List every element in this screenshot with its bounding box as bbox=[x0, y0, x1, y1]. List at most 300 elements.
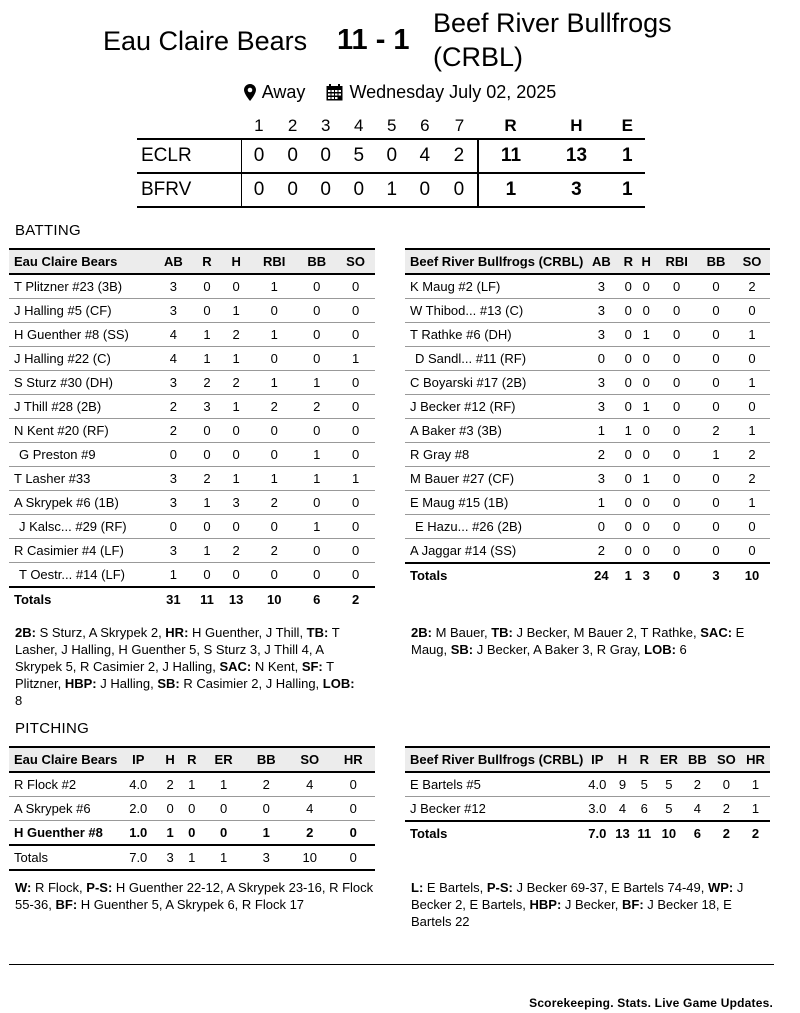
note-text: S Sturz, A Skrypek 2, bbox=[35, 625, 166, 640]
player-name: R Casimier #4 (LF) bbox=[9, 539, 154, 563]
player-row bbox=[405, 299, 770, 323]
stat-body bbox=[9, 274, 375, 611]
team-header: Beef River Bullfrogs (CRBL) bbox=[405, 747, 583, 772]
away-batting-table bbox=[405, 248, 770, 587]
stat-value: 0 bbox=[637, 419, 655, 443]
calendar-icon bbox=[326, 84, 343, 101]
note-key: HBP: bbox=[64, 676, 97, 691]
inning-header: 5 bbox=[387, 116, 397, 135]
rhe-r: 1 bbox=[478, 173, 544, 207]
column-header: BB bbox=[683, 747, 712, 772]
player-name: T Plitzner #23 (3B) bbox=[9, 274, 154, 299]
note-key: LOB: bbox=[322, 676, 355, 691]
totals-value: 10 bbox=[734, 563, 770, 587]
stat-value: 1 bbox=[181, 772, 203, 797]
stat-value: 0 bbox=[336, 515, 375, 539]
stat-value: 4 bbox=[154, 323, 193, 347]
note-key: SAC: bbox=[219, 659, 252, 674]
stat-value: 1 bbox=[297, 443, 336, 467]
totals-value: 11 bbox=[634, 821, 655, 845]
stat-value: 0 bbox=[244, 797, 287, 821]
column-header: IP bbox=[583, 747, 611, 772]
stat-value: 0 bbox=[154, 443, 193, 467]
stat-body bbox=[405, 772, 770, 845]
stat-value: 0 bbox=[336, 274, 375, 299]
player-name: T Rathke #6 (DH) bbox=[405, 323, 583, 347]
column-header: RBI bbox=[251, 249, 297, 274]
stat-value: 5 bbox=[655, 772, 683, 797]
stat-value: 0 bbox=[698, 491, 734, 515]
note-text: M Bauer, bbox=[431, 625, 492, 640]
inning-score: 1 bbox=[375, 173, 408, 207]
inning-header: 3 bbox=[320, 116, 331, 135]
stat-value: 0 bbox=[313, 567, 321, 582]
inning-score: 0 bbox=[408, 173, 441, 207]
totals-value: 0 bbox=[331, 845, 375, 870]
player-row bbox=[405, 347, 770, 371]
team-header: Eau Claire Bears bbox=[9, 249, 154, 274]
stat-value: 2 bbox=[251, 491, 297, 515]
player-name: K Maug #2 (LF) bbox=[405, 274, 583, 299]
stat-value: 0 bbox=[203, 567, 211, 582]
stat-value: 1 bbox=[262, 825, 270, 840]
note-key: WP: bbox=[707, 880, 734, 895]
stat-value: 1 bbox=[297, 467, 336, 491]
stat-value: 0 bbox=[193, 443, 221, 467]
totals-value: 10 bbox=[251, 587, 297, 611]
stat-header-row bbox=[405, 249, 770, 274]
date-label: Wednesday July 02, 2025 bbox=[349, 82, 557, 102]
home-batting-table bbox=[9, 248, 375, 611]
stat-value: 4 bbox=[154, 347, 193, 371]
stat-value: 1 bbox=[619, 419, 637, 443]
player-name: J Halling #5 (CF) bbox=[9, 299, 154, 323]
totals-value: 10 bbox=[655, 821, 683, 845]
home-pitching-table bbox=[9, 746, 375, 871]
note-text: H Guenther 22-12, A Skrypek 23-16, R Flock 55-36, bbox=[15, 880, 374, 912]
stat-value: 3 bbox=[583, 467, 619, 491]
totals-value: 0 bbox=[655, 563, 698, 587]
footer-divider bbox=[9, 964, 774, 965]
player-row bbox=[405, 797, 770, 822]
note-text: J Becker, bbox=[561, 897, 622, 912]
totals-value: 13 bbox=[611, 821, 633, 845]
stat-value: 2 bbox=[251, 395, 297, 419]
linescore-row bbox=[137, 173, 645, 207]
stat-value: 2 bbox=[734, 274, 770, 299]
column-header: HR bbox=[741, 747, 770, 772]
stat-value: 3 bbox=[154, 274, 193, 299]
player-row bbox=[9, 443, 375, 467]
stat-value: 0 bbox=[655, 347, 698, 371]
stat-value: 1 bbox=[637, 323, 655, 347]
location-info bbox=[244, 82, 306, 103]
inning-header: 4 bbox=[353, 116, 364, 135]
stat-value: 0 bbox=[637, 515, 655, 539]
stat-header bbox=[405, 747, 770, 772]
footer-tagline: Scorekeeping. Stats. Live Game Updates. bbox=[529, 996, 773, 1010]
stat-value: 1 bbox=[583, 419, 619, 443]
away-batting-notes bbox=[411, 624, 771, 658]
game-meta bbox=[0, 82, 800, 106]
stat-value: 0 bbox=[351, 567, 360, 582]
stat-value: 3 bbox=[583, 371, 619, 395]
stat-value: 3.0 bbox=[588, 801, 607, 816]
stat-value: 2 bbox=[722, 801, 730, 816]
stat-value: 0 bbox=[698, 395, 734, 419]
stat-value: 1 bbox=[169, 567, 178, 582]
column-header: H bbox=[611, 747, 633, 772]
map-pin-icon bbox=[244, 84, 256, 101]
stat-value: 0 bbox=[221, 419, 251, 443]
stat-value: 1 bbox=[734, 323, 770, 347]
stat-value: 2 bbox=[154, 395, 193, 419]
stat-value: 1 bbox=[637, 395, 655, 419]
stat-value: 1 bbox=[251, 323, 297, 347]
note-key: 2B: bbox=[15, 625, 36, 640]
player-row bbox=[405, 371, 770, 395]
note-text: J Becker, M Bauer 2, T Rathke, bbox=[512, 625, 701, 640]
totals-value: 2 bbox=[336, 587, 375, 611]
stat-value: 0 bbox=[336, 395, 375, 419]
stat-value: 0 bbox=[637, 274, 655, 299]
rhe-header: H bbox=[570, 116, 583, 135]
stat-value: 0 bbox=[642, 543, 650, 558]
note-text: J Halling, bbox=[96, 676, 158, 691]
stat-value: 2 bbox=[734, 467, 770, 491]
team-header: Eau Claire Bears bbox=[9, 747, 117, 772]
stat-value: 3 bbox=[583, 395, 619, 419]
location-label: Away bbox=[261, 82, 306, 102]
rhe-r: 11 bbox=[478, 139, 544, 173]
note-key: W: bbox=[15, 880, 32, 895]
stat-value: 0 bbox=[698, 274, 734, 299]
linescore-body bbox=[137, 139, 645, 207]
stat-value: 1 bbox=[698, 443, 734, 467]
player-row bbox=[9, 772, 375, 797]
away-pitching-table bbox=[405, 746, 770, 845]
totals-value: 1 bbox=[619, 563, 637, 587]
stat-value: 0 bbox=[297, 274, 336, 299]
inning-score: 0 bbox=[242, 173, 277, 207]
player-row bbox=[9, 419, 375, 443]
stat-value: 0 bbox=[251, 419, 297, 443]
totals-value: 2 bbox=[712, 821, 741, 845]
stat-value: 2 bbox=[734, 443, 770, 467]
totals-row bbox=[9, 845, 375, 870]
totals-value: 3 bbox=[159, 845, 181, 870]
player-name: J Thill #28 (2B) bbox=[9, 395, 154, 419]
stat-value: 0 bbox=[193, 515, 221, 539]
player-row bbox=[9, 491, 375, 515]
stat-header-row bbox=[9, 249, 375, 274]
stat-value: 0 bbox=[221, 443, 251, 467]
player-name: T Lasher #33 bbox=[9, 467, 154, 491]
note-text: R Flock, bbox=[31, 880, 87, 895]
date-info bbox=[326, 82, 556, 103]
stat-value: 0 bbox=[297, 419, 336, 443]
stat-value: 1 bbox=[203, 772, 245, 797]
player-row bbox=[9, 371, 375, 395]
note-key: TB: bbox=[306, 625, 329, 640]
note-key: 2B: bbox=[411, 625, 432, 640]
stat-value: 2 bbox=[221, 539, 251, 563]
linescore-team: BFRV bbox=[137, 173, 242, 207]
stat-value: 1.0 bbox=[129, 825, 148, 840]
rhe-header: R bbox=[504, 116, 517, 135]
stat-value: 0 bbox=[232, 567, 240, 582]
batting-section-title: BATTING bbox=[15, 222, 81, 239]
stat-value: 1 bbox=[734, 371, 770, 395]
stat-body bbox=[9, 772, 375, 870]
stat-value: 0 bbox=[673, 543, 681, 558]
stat-value: 1 bbox=[251, 274, 297, 299]
stat-value: 0 bbox=[297, 347, 336, 371]
stat-header bbox=[405, 249, 770, 274]
stat-value: 3 bbox=[154, 371, 193, 395]
stat-value: 0 bbox=[637, 299, 655, 323]
player-row bbox=[9, 395, 375, 419]
stat-value: 0 bbox=[698, 371, 734, 395]
player-name: W Thibod... #13 (C) bbox=[405, 299, 583, 323]
player-row bbox=[405, 419, 770, 443]
column-header: BB bbox=[698, 249, 734, 274]
player-name: S Sturz #30 (DH) bbox=[9, 371, 154, 395]
note-text: N Kent, bbox=[251, 659, 302, 674]
totals-value: 3 bbox=[637, 563, 655, 587]
rhe-h: 3 bbox=[543, 173, 609, 207]
stat-value: 2 bbox=[154, 419, 193, 443]
inning-header: 7 bbox=[454, 116, 465, 135]
inning-score: 0 bbox=[276, 173, 309, 207]
player-row bbox=[9, 323, 375, 347]
inning-score: 0 bbox=[342, 173, 375, 207]
totals-value: 3 bbox=[698, 563, 734, 587]
stat-value: 1 bbox=[193, 491, 221, 515]
note-key: SB: bbox=[157, 676, 180, 691]
note-key: L: bbox=[411, 880, 424, 895]
player-row bbox=[405, 443, 770, 467]
linescore-table bbox=[137, 114, 645, 208]
stat-value: 4 bbox=[618, 801, 627, 816]
note-text: 6 bbox=[675, 642, 687, 657]
column-header: BB bbox=[244, 747, 287, 772]
stat-value: 0 bbox=[655, 371, 698, 395]
rhe-e: 1 bbox=[609, 173, 645, 207]
stat-value: 1 bbox=[221, 467, 251, 491]
inning-header: 2 bbox=[287, 116, 298, 135]
inning-score: 0 bbox=[441, 173, 477, 207]
stat-value: 2 bbox=[306, 825, 314, 840]
stat-value: 6 bbox=[640, 801, 648, 816]
stat-value: 5 bbox=[634, 772, 655, 797]
stat-value: 1 bbox=[741, 772, 770, 797]
stat-value: 0 bbox=[698, 347, 734, 371]
totals-row bbox=[405, 563, 770, 587]
stat-value: 0 bbox=[203, 797, 245, 821]
player-name: J Becker #12 (RF) bbox=[405, 395, 583, 419]
stat-value: 0 bbox=[619, 443, 637, 467]
column-header: R bbox=[634, 747, 655, 772]
totals-value: 2 bbox=[741, 821, 770, 845]
stat-value: 2 bbox=[159, 772, 181, 797]
stat-value: 1 bbox=[221, 299, 251, 323]
column-header: BB bbox=[297, 249, 336, 274]
rhe-header: E bbox=[621, 116, 633, 135]
stat-value: 0 bbox=[193, 299, 221, 323]
inning-score: 0 bbox=[242, 139, 277, 173]
totals-value: 7.0 bbox=[117, 845, 159, 870]
stat-value: 2.0 bbox=[117, 797, 159, 821]
stat-value: 0 bbox=[188, 825, 196, 840]
stat-value: 0 bbox=[336, 443, 375, 467]
totals-value: 3 bbox=[244, 845, 287, 870]
stat-value: 1 bbox=[297, 371, 336, 395]
stat-value: 0 bbox=[619, 371, 637, 395]
stat-value: 0 bbox=[655, 274, 698, 299]
stat-value: 2 bbox=[193, 371, 221, 395]
stat-value: 1 bbox=[251, 467, 297, 491]
stat-value: 1 bbox=[734, 491, 770, 515]
column-header: IP bbox=[117, 747, 159, 772]
stat-value: 0 bbox=[619, 347, 637, 371]
stat-value: 0 bbox=[331, 797, 375, 821]
stat-value: 0 bbox=[637, 491, 655, 515]
stat-value: 0 bbox=[619, 299, 637, 323]
inning-header: 6 bbox=[420, 116, 430, 135]
away-pitching-notes bbox=[411, 879, 771, 930]
player-row bbox=[9, 274, 375, 299]
note-text: J Becker 18, E Bartels 22 bbox=[411, 897, 732, 929]
stat-value: 5 bbox=[665, 801, 673, 816]
stat-value: 0 bbox=[251, 515, 297, 539]
player-row bbox=[9, 347, 375, 371]
stat-value: 0 bbox=[154, 515, 193, 539]
totals-value: 7.0 bbox=[583, 821, 611, 845]
player-name: J Halling #22 (C) bbox=[9, 347, 154, 371]
column-header: HR bbox=[331, 747, 375, 772]
stat-value: 1 bbox=[297, 515, 336, 539]
stat-value: 0 bbox=[349, 825, 357, 840]
stat-value: 1 bbox=[193, 347, 221, 371]
note-text: J Becker 2, E Bartels, bbox=[411, 880, 744, 912]
stat-value: 0 bbox=[297, 299, 336, 323]
stat-value: 0 bbox=[655, 467, 698, 491]
rhe-e: 1 bbox=[609, 139, 645, 173]
note-text: J Becker, A Baker 3, R Gray, bbox=[473, 642, 645, 657]
totals-row bbox=[9, 587, 375, 611]
player-name: T Oestr... #14 (LF) bbox=[19, 567, 125, 582]
player-name: A Baker #3 (3B) bbox=[405, 419, 583, 443]
player-name: A Skrypek #6 (1B) bbox=[9, 491, 154, 515]
note-text: H Guenther, J Thill, bbox=[188, 625, 307, 640]
player-row bbox=[9, 821, 375, 846]
stat-value: 0 bbox=[748, 543, 756, 558]
player-row bbox=[405, 395, 770, 419]
stat-value: 3 bbox=[193, 395, 221, 419]
player-name: J Kalsc... #29 (RF) bbox=[9, 515, 154, 539]
stat-value: 0 bbox=[251, 443, 297, 467]
stat-value: 0 bbox=[619, 467, 637, 491]
final-score: 11 - 1 bbox=[337, 24, 410, 56]
totals-label: Totals bbox=[9, 587, 154, 611]
note-key: P-S: bbox=[486, 880, 513, 895]
stat-header bbox=[9, 747, 375, 772]
home-team-name: Eau Claire Bears bbox=[103, 26, 308, 56]
totals-label: Totals bbox=[9, 845, 117, 870]
linescore-team: ECLR bbox=[137, 139, 242, 173]
stat-value: 1 bbox=[193, 539, 221, 563]
player-row bbox=[9, 515, 375, 539]
note-text: H Guenther 5, A Skrypek 6, R Flock 17 bbox=[77, 897, 305, 912]
stat-value: 0 bbox=[619, 515, 637, 539]
note-key: SF: bbox=[301, 659, 323, 674]
player-row bbox=[405, 772, 770, 797]
stat-value: 1 bbox=[221, 395, 251, 419]
column-header: SO bbox=[712, 747, 741, 772]
team-header: Beef River Bullfrogs (CRBL) bbox=[405, 249, 583, 274]
player-name: M Bauer #27 (CF) bbox=[405, 467, 583, 491]
inning-score: 5 bbox=[342, 139, 375, 173]
note-key: SAC: bbox=[700, 625, 733, 640]
stat-value: 1 bbox=[751, 801, 760, 816]
player-name: A Jaggar #14 (SS) bbox=[410, 543, 517, 558]
player-row bbox=[405, 323, 770, 347]
stat-value: 0 bbox=[655, 323, 698, 347]
inning-score: 0 bbox=[375, 139, 408, 173]
player-row bbox=[405, 539, 770, 564]
stat-value: 1 bbox=[734, 419, 770, 443]
player-row bbox=[9, 467, 375, 491]
stat-value: 0 bbox=[712, 543, 720, 558]
stat-value: 0 bbox=[619, 395, 637, 419]
player-name: H Guenther #8 (SS) bbox=[9, 323, 154, 347]
stat-value: 0 bbox=[655, 299, 698, 323]
stat-value: 1 bbox=[583, 491, 619, 515]
note-text: 8 bbox=[15, 693, 23, 708]
away-team-name: Beef River Bullfrogs (CRBL) bbox=[433, 8, 672, 72]
inning-score: 0 bbox=[309, 173, 342, 207]
stat-value: 2 bbox=[244, 772, 287, 797]
player-row bbox=[9, 797, 375, 821]
linescore-header bbox=[137, 114, 645, 139]
stat-value: 3 bbox=[221, 491, 251, 515]
stat-value: 2 bbox=[683, 772, 712, 797]
stat-value: 1 bbox=[336, 347, 375, 371]
player-name: R Flock #2 bbox=[9, 772, 117, 797]
totals-value: 31 bbox=[154, 587, 193, 611]
stat-value: 0 bbox=[637, 443, 655, 467]
inning-header: 1 bbox=[254, 116, 264, 135]
column-header: R bbox=[193, 249, 221, 274]
stat-value: 3 bbox=[154, 539, 193, 563]
player-name: A Skrypek #6 bbox=[9, 797, 117, 821]
stat-value: 4 bbox=[288, 772, 332, 797]
stat-value: 0 bbox=[221, 274, 251, 299]
player-row bbox=[9, 563, 375, 588]
note-key: LOB: bbox=[644, 642, 676, 657]
column-header: H bbox=[637, 249, 655, 274]
stat-value: 3 bbox=[154, 491, 193, 515]
player-name: R Gray #8 bbox=[405, 443, 583, 467]
stat-value: 2 bbox=[597, 543, 605, 558]
stat-value: 2 bbox=[251, 539, 297, 563]
stat-value: 1 bbox=[251, 371, 297, 395]
column-header: SO bbox=[336, 249, 375, 274]
note-key: SB: bbox=[450, 642, 474, 657]
stat-value: 3 bbox=[583, 274, 619, 299]
totals-row bbox=[405, 821, 770, 845]
